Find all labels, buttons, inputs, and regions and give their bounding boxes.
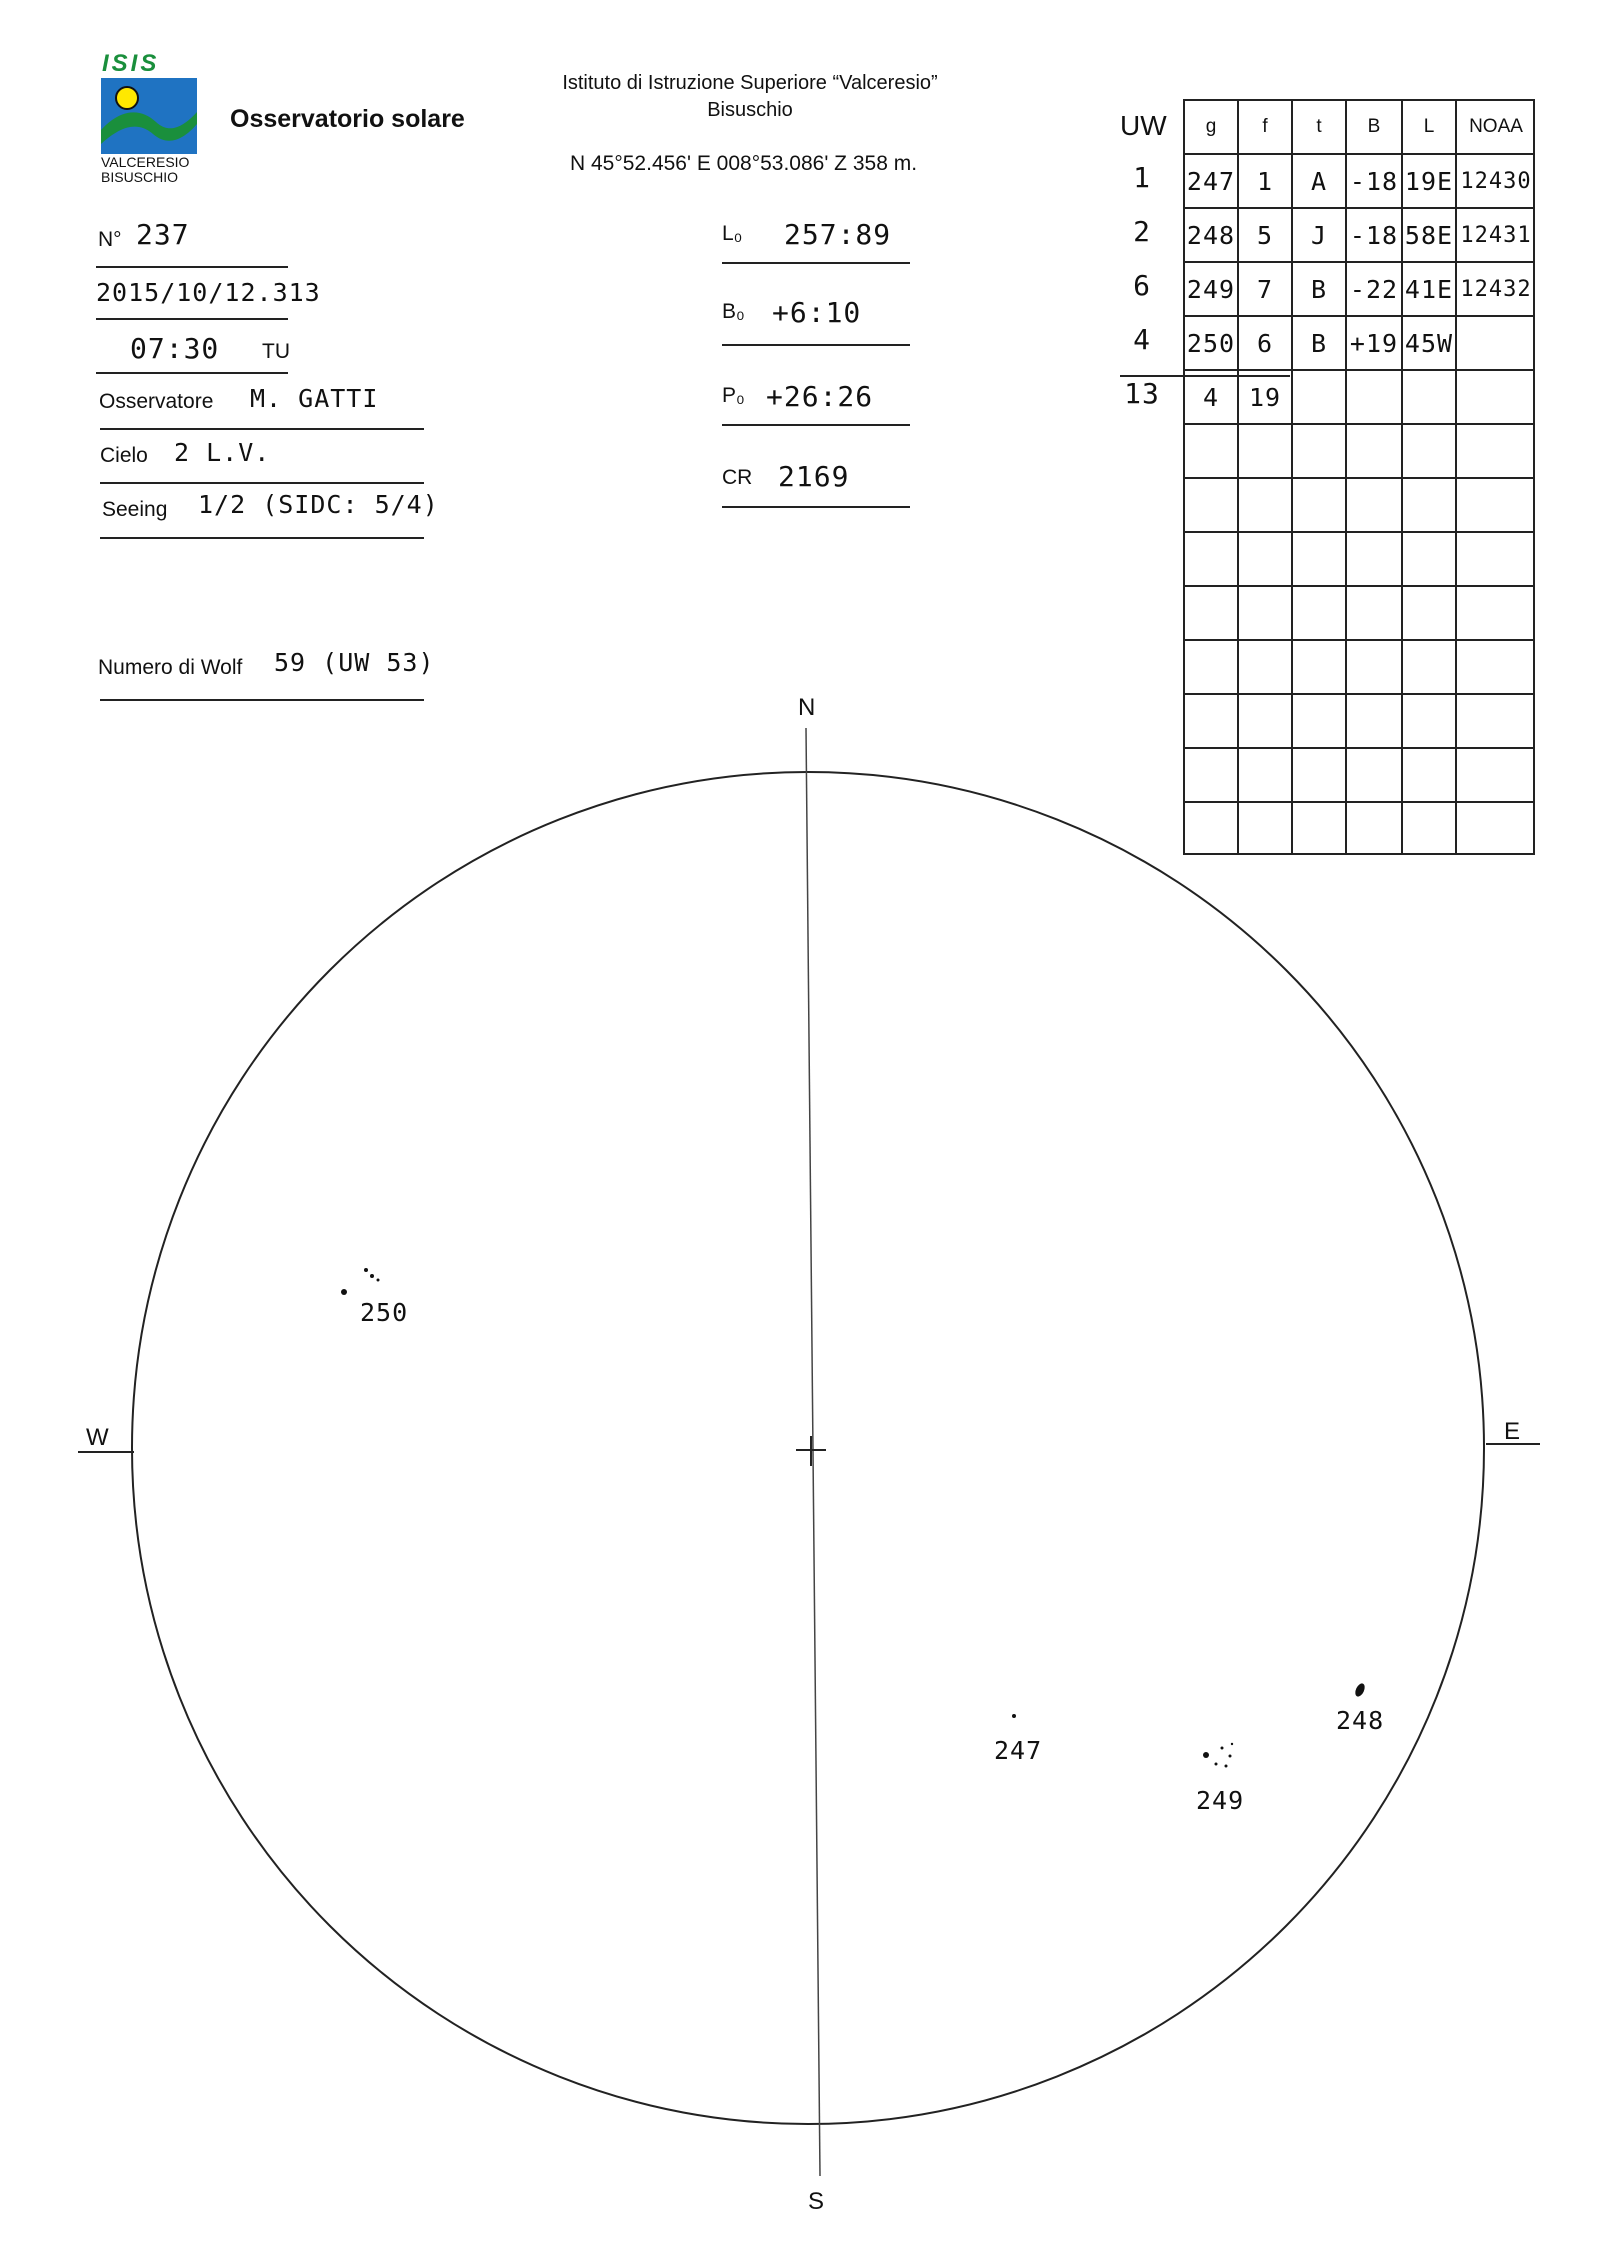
table-cell: 247	[1183, 153, 1237, 207]
l0-value: 257:89	[784, 218, 892, 251]
institute-line-1: Istituto di Istruzione Superiore “Valceresio”	[562, 72, 938, 94]
table-cell: B	[1291, 315, 1345, 369]
wolf-number-value: 59 (UW 53)	[274, 648, 435, 677]
table-header-cell: t	[1291, 99, 1345, 153]
table-cell: -18	[1345, 153, 1401, 207]
sky-label: Cielo	[100, 444, 148, 467]
cr-value: 2169	[778, 460, 850, 493]
table-header-cell: g	[1183, 99, 1237, 153]
north-south-axis	[806, 728, 820, 2176]
b0-value: +6:10	[772, 296, 862, 329]
wolf-number-label: Numero di Wolf	[98, 656, 243, 679]
table-cell: A	[1291, 153, 1345, 207]
sunspot-group-249	[1203, 1743, 1233, 1768]
uw-value: 1	[1133, 161, 1151, 194]
table-cell: 45W	[1401, 315, 1455, 369]
group-label-249: 249	[1196, 1786, 1245, 1815]
table-cell: 249	[1183, 261, 1237, 315]
number-value: 237	[136, 218, 190, 251]
table-cell: +19	[1345, 315, 1401, 369]
table-cell: B	[1291, 261, 1345, 315]
logo-wordmark: ISIS	[102, 50, 160, 77]
uw-value: 4	[1133, 323, 1151, 356]
south-label: S	[808, 2188, 825, 2215]
table-header-cell: B	[1345, 99, 1401, 153]
table-header-cell: L	[1401, 99, 1455, 153]
table-cell: 12432	[1455, 261, 1535, 315]
table-cell: -18	[1345, 207, 1401, 261]
observer-label: Osservatore	[99, 390, 214, 413]
sky-value: 2 L.V.	[174, 438, 271, 467]
time-zone: TU	[262, 340, 290, 363]
uw-header: UW	[1120, 110, 1167, 141]
table-cell: 6	[1237, 315, 1291, 369]
l0-label: L₀	[722, 222, 743, 245]
uw-value: 2	[1133, 215, 1151, 248]
sunspot-group-250	[341, 1268, 380, 1295]
table-total-cell: 4	[1183, 369, 1237, 423]
table-cell: 250	[1183, 315, 1237, 369]
table-total-cell: 19	[1237, 369, 1291, 423]
p0-value: +26:26	[766, 380, 874, 413]
table-cell: J	[1291, 207, 1345, 261]
uw-value: 6	[1133, 269, 1151, 302]
north-label: N	[798, 694, 816, 721]
table-cell: 12431	[1455, 207, 1535, 261]
table-header-cell: NOAA	[1455, 99, 1535, 153]
table-cell: 19E	[1401, 153, 1455, 207]
cr-label: CR	[722, 466, 753, 489]
table-cell: 248	[1183, 207, 1237, 261]
sunspot-group-247	[1012, 1714, 1016, 1718]
observatory-title: Osservatorio solare	[230, 105, 465, 133]
observatory-coordinates: N 45°52.456' E 008°53.086' Z 358 m.	[570, 152, 918, 175]
b0-label: B₀	[722, 300, 745, 323]
date-value: 2015/10/12.313	[96, 278, 321, 307]
table-cell: 41E	[1401, 261, 1455, 315]
east-label: E	[1504, 1418, 1521, 1445]
west-label: W	[86, 1424, 109, 1451]
logo-caption-2: BISUSCHIO	[101, 169, 179, 185]
table-header-cell: f	[1237, 99, 1291, 153]
group-label-250: 250	[360, 1298, 409, 1327]
table-cell: 58E	[1401, 207, 1455, 261]
table-cell: 5	[1237, 207, 1291, 261]
table-cell: 1	[1237, 153, 1291, 207]
table-cell: 7	[1237, 261, 1291, 315]
table-cell: -22	[1345, 261, 1401, 315]
group-label-248: 248	[1336, 1706, 1385, 1735]
sunspot-group-248	[1353, 1682, 1366, 1698]
seeing-label: Seeing	[102, 498, 168, 521]
uw-total: 13	[1124, 377, 1160, 410]
institute-line-2: Bisuschio	[707, 99, 793, 121]
number-label: N°	[98, 228, 122, 251]
logo-caption: VALCERESIO	[101, 154, 190, 170]
seeing-value: 1/2 (SIDC: 5/4)	[198, 490, 439, 519]
time-value: 07:30	[130, 332, 220, 365]
p0-label: P₀	[722, 384, 745, 407]
table-cell: 12430	[1455, 153, 1535, 207]
observer-value: M. GATTI	[250, 384, 379, 413]
group-label-247: 247	[994, 1736, 1043, 1765]
